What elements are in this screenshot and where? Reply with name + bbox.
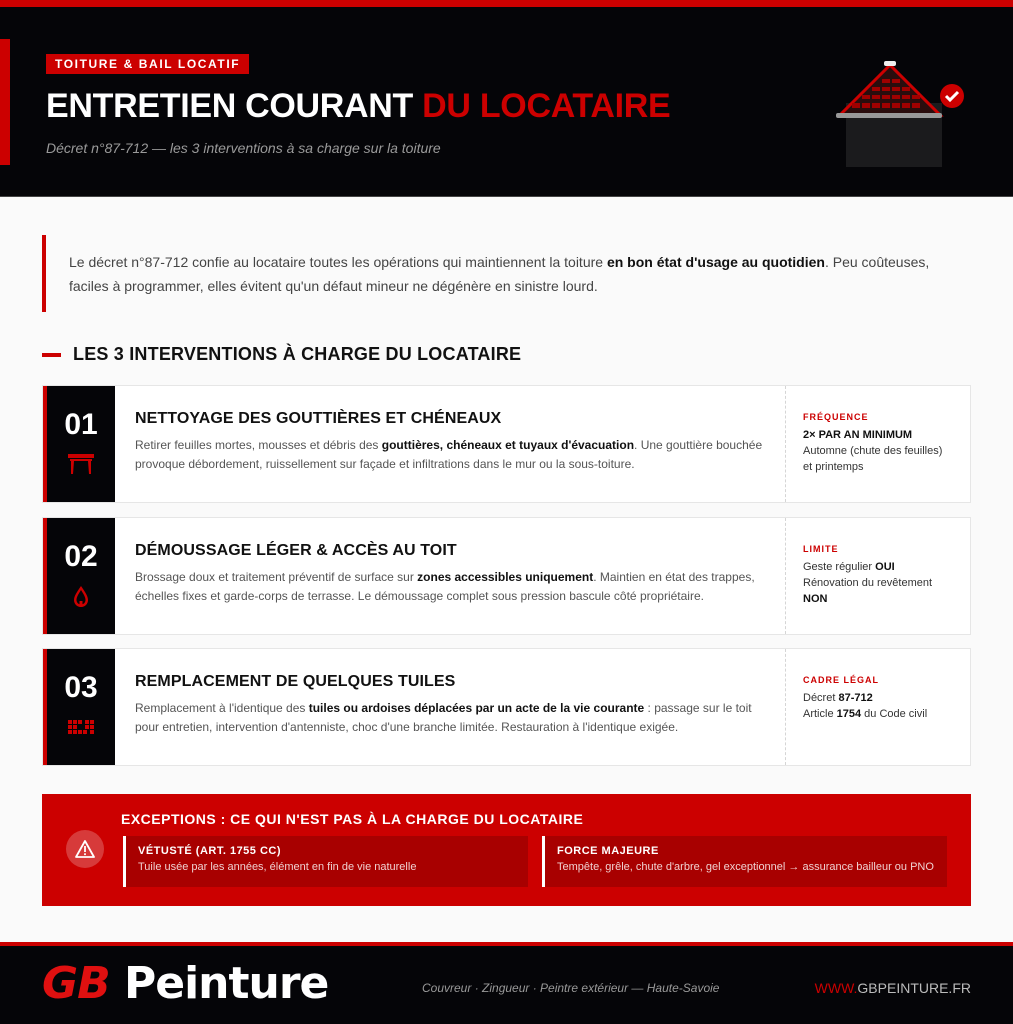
card-number-column	[43, 649, 115, 765]
exception-vetuste	[123, 836, 528, 887]
exception-text: Tempête, grêle, chute d'arbre, gel exceptionnel → assurance bailleur ou PNO	[557, 861, 934, 873]
side-label: CADRE LÉGAL	[803, 675, 879, 685]
page-title	[46, 87, 670, 126]
header-accent-bar	[0, 39, 10, 165]
warning-icon-circle	[66, 830, 104, 868]
exception-heading: FORCE MAJEURE	[557, 845, 659, 857]
intro-callout	[42, 235, 942, 312]
intervention-card-3	[42, 648, 971, 766]
card-title: DÉMOUSSAGE LÉGER & ACCÈS AU TOIT	[135, 542, 457, 559]
side-text: Décret	[803, 692, 839, 704]
card-number: 03	[64, 671, 98, 704]
side-label: LIMITE	[803, 544, 839, 554]
card-side-info	[785, 649, 970, 765]
side-line-2	[803, 706, 970, 722]
logo-gb: GB	[42, 958, 110, 1009]
site-domain: GBPEINTURE.FR	[857, 980, 971, 996]
side-bold: 87-712	[838, 692, 873, 704]
title-white: ENTRETIEN COURANT	[46, 87, 414, 125]
side-bold: NON	[803, 593, 828, 605]
exception-force-majeure	[542, 836, 947, 887]
side-line-3: et printemps	[803, 461, 864, 473]
desc-bold: zones accessibles uniquement	[417, 570, 594, 584]
desc-text: Brossage doux et traitement préventif de surface sur	[135, 570, 418, 584]
card-title: REMPLACEMENT DE QUELQUES TUILES	[135, 673, 456, 690]
desc-text-end: : passage sur le toit pour entretien, intervention d'antenniste, choc d'une branche limitée. Restauration à l'identique exigée.	[135, 701, 752, 734]
flame-icon	[68, 584, 94, 608]
side-text: Geste régulier	[803, 561, 876, 573]
exceptions-panel	[42, 794, 971, 906]
card-description	[135, 699, 765, 737]
footer	[0, 942, 1013, 1024]
side-label: FRÉQUENCE	[803, 412, 869, 422]
section-title	[42, 344, 521, 365]
card-description	[135, 568, 765, 606]
side-line-1	[803, 559, 970, 575]
intro-text-end: . Peu coûteuses, faciles à programmer, elles évitent qu'un défaut mineur ne dégénère en sinistre lourd.	[69, 254, 930, 294]
section-title-text: LES 3 INTERVENTIONS À CHARGE DU LOCATAIRE	[73, 344, 522, 364]
gutter-icon	[68, 452, 94, 476]
card-side-info	[785, 518, 970, 634]
card-number-column	[43, 518, 115, 634]
card-number: 01	[64, 408, 98, 441]
house-roof-check-icon	[836, 61, 968, 169]
website-link[interactable]	[815, 980, 971, 996]
footer-tagline: Couvreur · Zingueur · Peintre extérieur — Haute-Savoie	[422, 981, 720, 995]
card-body	[115, 649, 785, 765]
side-bold: 2× PAR AN MINIMUM	[803, 429, 913, 441]
site-prefix: WWW.	[814, 980, 858, 996]
exception-text: Tuile usée par les années, élément en fin de vie naturelle	[138, 861, 417, 873]
intervention-card-2	[42, 517, 971, 635]
intro-highlight: en bon état d'usage au quotidien	[606, 254, 825, 270]
section-dash	[42, 353, 61, 357]
side-bold: OUI	[875, 561, 895, 573]
card-number: 02	[64, 540, 98, 573]
desc-text: Retirer feuilles mortes, mousses et débris des	[135, 438, 382, 452]
warning-icon	[75, 840, 95, 858]
desc-text-end: . Une gouttière bouchée provoque débordement, ruissellement sur façade et infiltrations dans le mur ou la sous-toiture.	[135, 438, 763, 471]
side-text: Article	[803, 708, 837, 720]
side-line-1	[803, 690, 970, 706]
side-bold: 1754	[836, 708, 862, 720]
header	[0, 0, 1013, 197]
intervention-card-1	[42, 385, 971, 503]
desc-text-end: . Maintien en état des trappes, échelles fixes et garde-corps de terrasse. Le démoussage complet sous pression bascule côté propriétaire.	[135, 570, 755, 603]
kicker-badge: TOITURE & BAIL LOCATIF	[46, 54, 249, 74]
card-side-info	[785, 386, 970, 502]
card-description	[135, 436, 765, 474]
side-line-3	[803, 591, 970, 607]
exceptions-title: EXCEPTIONS : CE QUI N'EST PAS À LA CHARGE DU LOCATAIRE	[121, 811, 584, 827]
exception-heading: VÉTUSTÉ (ART. 1755 CC)	[138, 845, 282, 857]
desc-text: Remplacement à l'identique des	[135, 701, 309, 715]
logo-name: Peinture	[123, 958, 329, 1009]
side-line-2: Automne (chute des feuilles)	[803, 445, 943, 457]
card-body	[115, 386, 785, 502]
title-red: DU LOCATAIRE	[422, 87, 671, 125]
page-subtitle: Décret n°87-712 — les 3 interventions à sa charge sur la toiture	[46, 140, 441, 156]
intro-text: Le décret n°87-712 confie au locataire toutes les opérations qui maintiennent la toiture	[69, 254, 607, 270]
side-line-1	[803, 427, 970, 443]
brand-logo	[42, 958, 328, 1009]
desc-bold: tuiles ou ardoises déplacées par un acte de la vie courante	[308, 701, 645, 715]
card-body	[115, 518, 785, 634]
side-line-2: Rénovation du revêtement	[803, 577, 933, 589]
side-text-end: du Code civil	[861, 708, 928, 720]
card-title: NETTOYAGE DES GOUTTIÈRES ET CHÉNEAUX	[135, 410, 502, 427]
desc-bold: gouttières, chéneaux et tuyaux d'évacuation	[381, 438, 635, 452]
card-number-column	[43, 386, 115, 502]
tiles-icon	[68, 715, 94, 739]
